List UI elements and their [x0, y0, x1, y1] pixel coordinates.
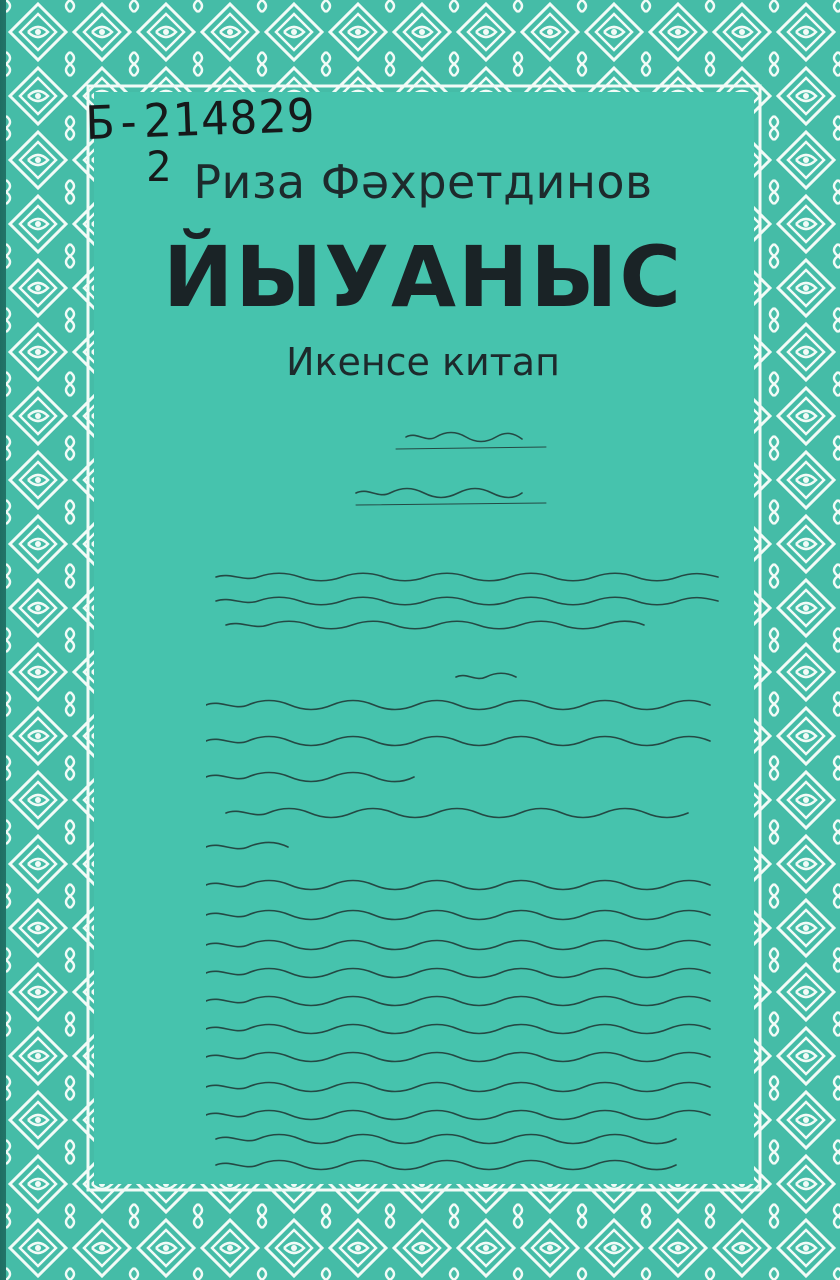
author-name: Риза Фәхретдинов — [193, 155, 653, 209]
library-call-number: Б-214829 — [85, 88, 317, 150]
library-volume-mark: 2 — [146, 142, 172, 191]
book-title: ЙЫУАНЫС — [162, 228, 684, 326]
book-cover — [6, 0, 840, 1280]
manuscript-facsimile — [206, 415, 746, 1185]
book-subtitle: Икенсе китап — [286, 340, 560, 384]
